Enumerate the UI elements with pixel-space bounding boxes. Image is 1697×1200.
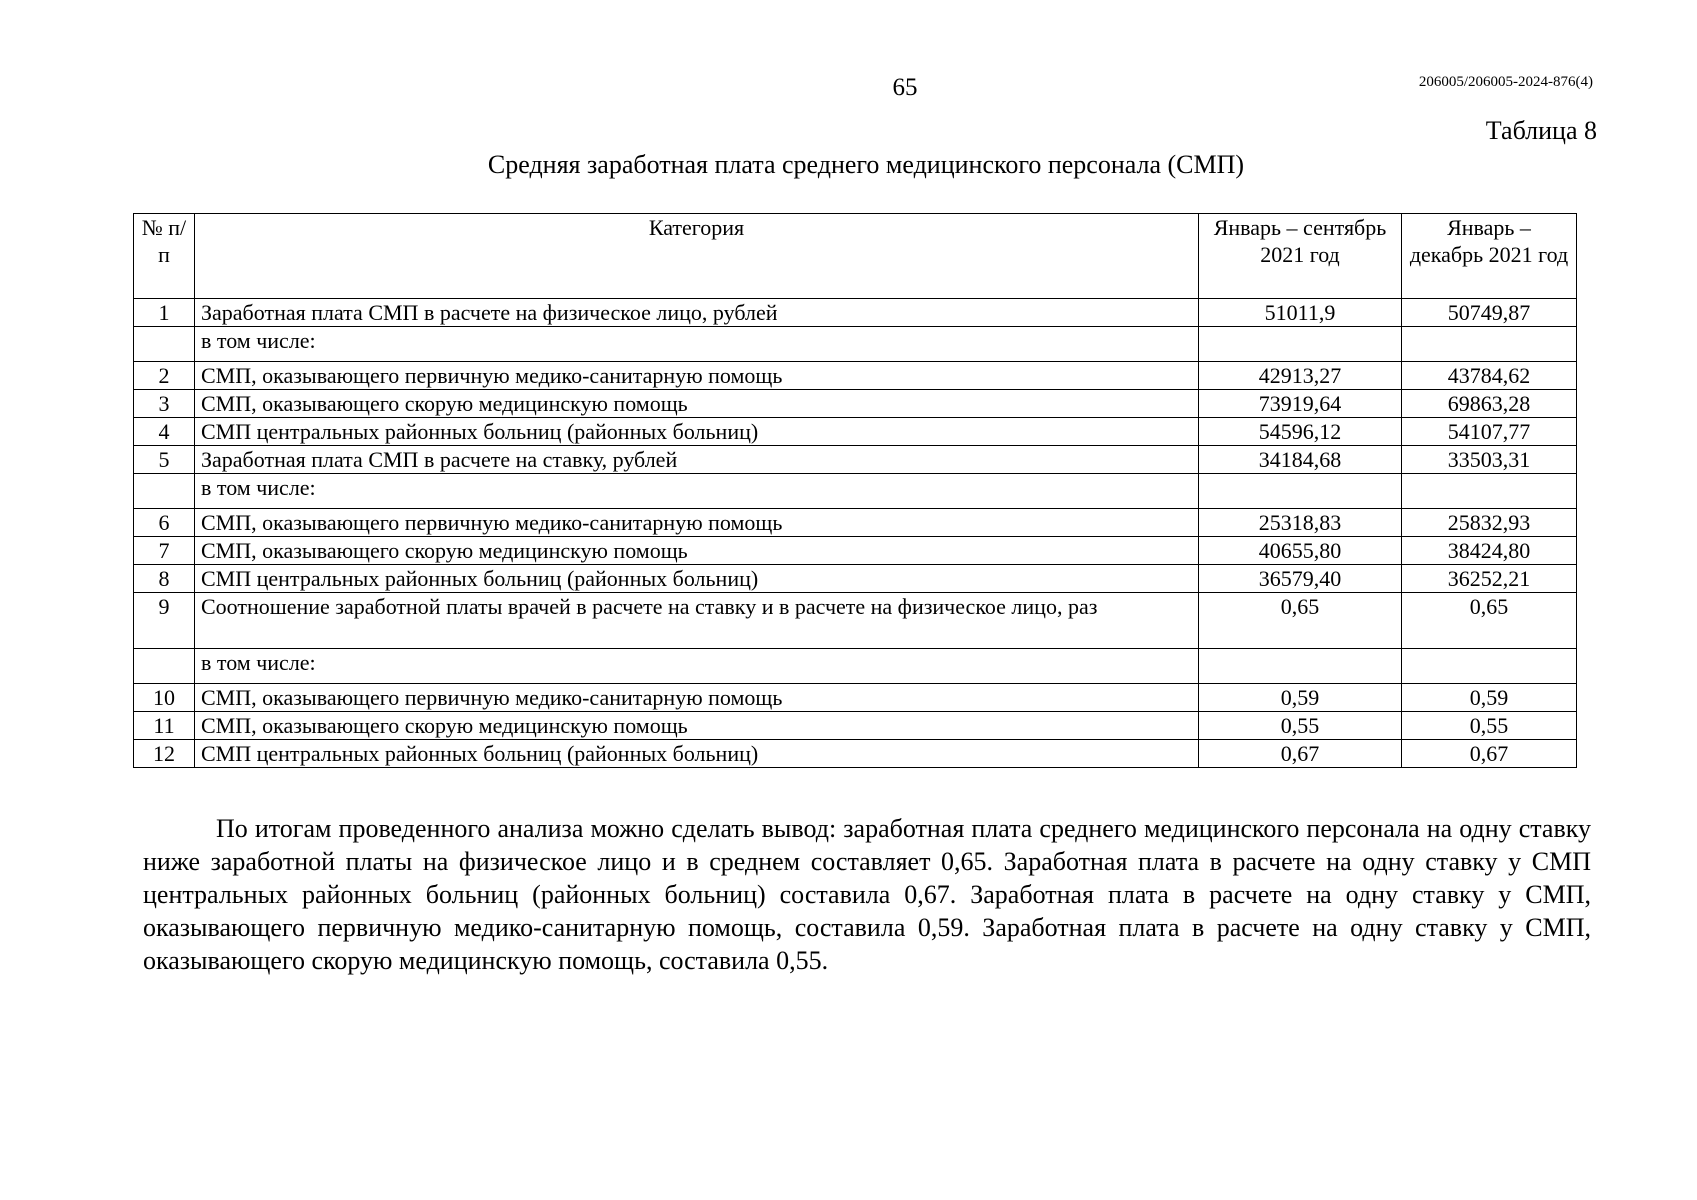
- row-category: СМП, оказывающего первичную медико-санитарную помощь: [195, 684, 1199, 712]
- row-number: [134, 327, 195, 362]
- table-row: [134, 740, 1577, 768]
- row-value-period-1: [1199, 474, 1402, 509]
- row-category: СМП, оказывающего скорую медицинскую помощь: [195, 537, 1199, 565]
- row-number: 7: [134, 537, 195, 565]
- table-row: [134, 390, 1577, 418]
- column-header-num: № п/п: [134, 214, 195, 299]
- row-value-period-1: 0,67: [1199, 740, 1402, 768]
- column-header-period-2: Январь – декабрь 2021 год: [1402, 214, 1577, 299]
- row-category: в том числе:: [195, 649, 1199, 684]
- row-value-period-2: 0,55: [1402, 712, 1577, 740]
- row-category: в том числе:: [195, 474, 1199, 509]
- row-number: 11: [134, 712, 195, 740]
- table-label: Таблица 8: [1485, 116, 1597, 145]
- row-value-period-2: 0,59: [1402, 684, 1577, 712]
- row-value-period-1: 51011,9: [1199, 299, 1402, 327]
- row-number: [134, 649, 195, 684]
- row-value-period-1: 25318,83: [1199, 509, 1402, 537]
- table-row: [134, 362, 1577, 390]
- table-title: Средняя заработная плата среднего медицинского персонала (СМП): [487, 150, 1245, 179]
- row-value-period-1: 36579,40: [1199, 565, 1402, 593]
- row-number: 1: [134, 299, 195, 327]
- row-value-period-2: 50749,87: [1402, 299, 1577, 327]
- table-row: [134, 446, 1577, 474]
- page-number: 65: [892, 74, 918, 101]
- row-value-period-2: 38424,80: [1402, 537, 1577, 565]
- row-value-period-1: 42913,27: [1199, 362, 1402, 390]
- row-category: СМП, оказывающего скорую медицинскую помощь: [195, 712, 1199, 740]
- row-number: 2: [134, 362, 195, 390]
- row-value-period-2: 36252,21: [1402, 565, 1577, 593]
- table-row: [134, 418, 1577, 446]
- row-number: 5: [134, 446, 195, 474]
- row-value-period-2: [1402, 327, 1577, 362]
- row-number: 12: [134, 740, 195, 768]
- row-number: [134, 474, 195, 509]
- row-value-period-2: 33503,31: [1402, 446, 1577, 474]
- row-number: 4: [134, 418, 195, 446]
- document-id: 206005/206005-2024-876(4): [1418, 74, 1593, 90]
- table-row: [134, 649, 1577, 684]
- row-number: 3: [134, 390, 195, 418]
- row-number: 6: [134, 509, 195, 537]
- row-category: СМП, оказывающего скорую медицинскую помощь: [195, 390, 1199, 418]
- table-row: [134, 712, 1577, 740]
- table-header-row: [134, 214, 1577, 299]
- row-value-period-1: 0,59: [1199, 684, 1402, 712]
- row-value-period-2: [1402, 474, 1577, 509]
- table-row: [134, 509, 1577, 537]
- table-row: [134, 474, 1577, 509]
- row-category: СМП, оказывающего первичную медико-санитарную помощь: [195, 509, 1199, 537]
- row-value-period-2: 25832,93: [1402, 509, 1577, 537]
- row-category: Заработная плата СМП в расчете на ставку, рублей: [195, 446, 1199, 474]
- row-value-period-2: 54107,77: [1402, 418, 1577, 446]
- table-row: [134, 537, 1577, 565]
- row-value-period-2: 69863,28: [1402, 390, 1577, 418]
- row-number: 9: [134, 593, 195, 649]
- row-category: СМП центральных районных больниц (районных больниц): [195, 740, 1199, 768]
- conclusion-paragraph: По итогам проведенного анализа можно сделать вывод: заработная плата среднего медицинского персонала на одну ставку ниже заработной платы на физическое лицо и в среднем составляет 0,65. Заработная плата в расчете на одну ставку у СМП центральных районных больниц (районных больниц) составила 0,67. Заработная плата в расчете на одну ставку у СМП, оказывающего первичную медико-санитарную помощь, составила 0,59. Заработная плата в расчете на одну ставку у СМП, оказывающего скорую медицинскую помощь, составила 0,55.: [143, 814, 1591, 975]
- row-category: в том числе:: [195, 327, 1199, 362]
- column-header-period-1: Январь – сентябрь 2021 год: [1199, 214, 1402, 299]
- row-value-period-2: [1402, 649, 1577, 684]
- row-category: Заработная плата СМП в расчете на физическое лицо, рублей: [195, 299, 1199, 327]
- table-row: [134, 684, 1577, 712]
- table-row: [134, 327, 1577, 362]
- table-row: [134, 299, 1577, 327]
- row-category: СМП центральных районных больниц (районных больниц): [195, 565, 1199, 593]
- row-value-period-1: 0,65: [1199, 593, 1402, 649]
- row-value-period-1: 73919,64: [1199, 390, 1402, 418]
- row-value-period-1: 40655,80: [1199, 537, 1402, 565]
- row-value-period-1: 0,55: [1199, 712, 1402, 740]
- row-value-period-1: 34184,68: [1199, 446, 1402, 474]
- row-value-period-2: 0,65: [1402, 593, 1577, 649]
- row-value-period-1: 54596,12: [1199, 418, 1402, 446]
- row-category: Соотношение заработной платы врачей в расчете на ставку и в расчете на физическое лицо, раз: [195, 593, 1199, 649]
- table-row: [134, 593, 1577, 649]
- row-value-period-2: 43784,62: [1402, 362, 1577, 390]
- row-value-period-1: [1199, 649, 1402, 684]
- row-number: 8: [134, 565, 195, 593]
- column-header-category: Категория: [195, 214, 1199, 299]
- row-value-period-1: [1199, 327, 1402, 362]
- row-category: СМП центральных районных больниц (районных больниц): [195, 418, 1199, 446]
- row-number: 10: [134, 684, 195, 712]
- row-category: СМП, оказывающего первичную медико-санитарную помощь: [195, 362, 1199, 390]
- table-row: [134, 565, 1577, 593]
- salary-table: [133, 213, 1577, 768]
- row-value-period-2: 0,67: [1402, 740, 1577, 768]
